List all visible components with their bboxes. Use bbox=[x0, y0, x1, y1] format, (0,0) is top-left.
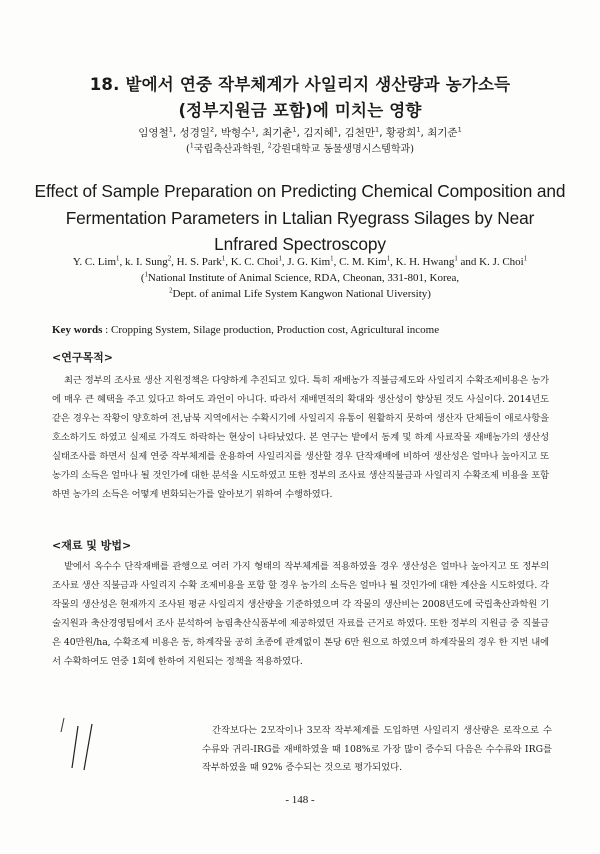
korean-title-line2: (정부지원금 포함)에 미치는 영향 bbox=[178, 101, 422, 120]
english-affiliation-line2: $^2$Dept. of animal Life System Kangwon National Uiversity) bbox=[169, 287, 431, 300]
keywords-label: Key words bbox=[52, 324, 103, 336]
author-ko: 임영철$^1$ bbox=[138, 125, 173, 139]
page-number: - 148 - bbox=[285, 794, 315, 806]
keywords: Key words : Cropping System, Silage production, Production cost, Agricultural income bbox=[52, 324, 440, 336]
pen-marks-icon bbox=[58, 714, 98, 774]
korean-title bbox=[0, 72, 600, 124]
section-body-methods: 밭에서 옥수수 단작재배를 관행으로 여러 가지 형태의 작부체계를 적용하였을 경우 생산성은 얼마나 높아지고 또 정부의 조사료 생산 직불금과 사일리지 수확 조제비용을 포함 할 경우 농가의 소득은 얼마나 될 것인가에 대한 계산을 시도하였다. 각 작물의 생산성은 현재까지 조사된 평균 사일리지 생산량을 기준하였으며 각 작물의 생산비는 2008년도에 국립축산과학원 기술지원과 축산경영팀에서 조사 분석하여 농림축산식품부에 제공하였던 자료를 근거로 하였다. 또한 정부의 지원금 중 직불금은 40만원/ha, 수확조제 비용은 동, 하계작물 공히 초종에 관계없이 톤당 6만 원으로 하였으며 하계작물의 경우 한 지번 내에서 수확하여도 연중 1회에 한하여 지원되는 정책을 적용하였다. bbox=[52, 561, 549, 667]
section-body-objective: 최근 정부의 조사료 생산 지원정책은 다양하게 추진되고 있다. 특히 재배농가 직불금제도와 사일리지 수확조제비용은 농가에 매우 큰 혜택을 주고 있다고 하여도 과언이 아니다. 따라서 재배면적의 확대와 생산성이 향상된 것도 사실이다. 2014년도 같은 경우는 작황이 양호하여 전,남북 지역에서는 수확시기에 사일리지 유통이 원활하지 못하여 생산자 단체들이 애로사항을 호소하기도 하였고 실제로 가격도 하락하는 현상이 나타났었다. 본 연구는 밭에서 동계 및 하계 사료작물 재배농가의 생산성 실태조사를 하면서 실제 연중 작부체계를 운용하여 사일리지를 생산할 경우 단작재배에 비하여 생산성은 얼마나 높아지고 또 농가의 소득은 얼마나 될 것인가에 대한 분석을 시도하였고 또한 정부의 조사료 생산직불금과 사일리지 수확조제 비용을 포함하면 농가의 소득은 어떻게 변화되는가를 알아보기 위하여 수행하였다. bbox=[52, 375, 549, 500]
keywords-text: Cropping System, Silage production, Production cost, Agricultural income bbox=[110, 324, 440, 336]
english-title-line1: Effect of Sample Preparation on Predicting Chemical Composition and bbox=[34, 181, 566, 201]
english-title-line3: Lnfrared Spectroscopy bbox=[214, 234, 386, 254]
author-ko: 김지혜$^1$ bbox=[303, 125, 338, 139]
korean-affiliation: ($^1$국립축산과학원, $^2$강원대학교 동물생명시스템학과) bbox=[185, 142, 415, 155]
author-ko: 박형수$^1$ bbox=[220, 125, 256, 139]
author-ko: 성경일$^2$ bbox=[179, 125, 215, 139]
author-ko: 최기춘$^1$ bbox=[262, 125, 297, 139]
english-author-list: Y. C. Lim$^1$, k. I. Sung$^2$, H. S. Park$^1$, K. C. Choi$^1$, J. G. Kim$^1$, C. M. Kim$^1$, K. H. Hwang$^1$ and K. J. Choi$^1$ bbox=[72, 255, 528, 268]
section-heading-methods: <재료 및 방법> bbox=[52, 539, 132, 552]
korean-title-line1: 18. 밭에서 연중 작부체계가 사일리지 생산량과 농가소득 bbox=[89, 75, 511, 94]
korean-author-list: 임영철$^1$, 성경일$^2$, 박형수$^1$, 최기춘$^1$, 김지혜$^1$, 김천만$^1$, 황광희$^1$, 최기준$^1$ bbox=[138, 125, 462, 139]
author-ko: 황광희$^1$ bbox=[385, 125, 421, 139]
author-ko: 최기준$^1$ bbox=[427, 125, 462, 139]
results-text: 간작보다는 2모작이나 3모작 작부체계를 도입하면 사일리지 생산량은 로작으로 수수류와 귀리-IRG를 재배하였을 때 108%로 가장 많이 증수되 다음은 수수류와 IRG를 작부하였을 때 92% 증수되는 것으로 평가되었다. bbox=[202, 725, 552, 773]
english-title bbox=[30, 178, 570, 258]
english-affiliation-line1: ($^1$National Institute of Animal Science, RDA, Cheonan, 331-801, Korea, bbox=[140, 271, 460, 284]
english-title-line2: Fermentation Parameters in Ltalian Ryegrass Silages by Near bbox=[65, 207, 535, 228]
section-heading-objective: <연구목적> bbox=[52, 351, 113, 364]
author-ko: 김천만$^1$ bbox=[344, 125, 380, 139]
